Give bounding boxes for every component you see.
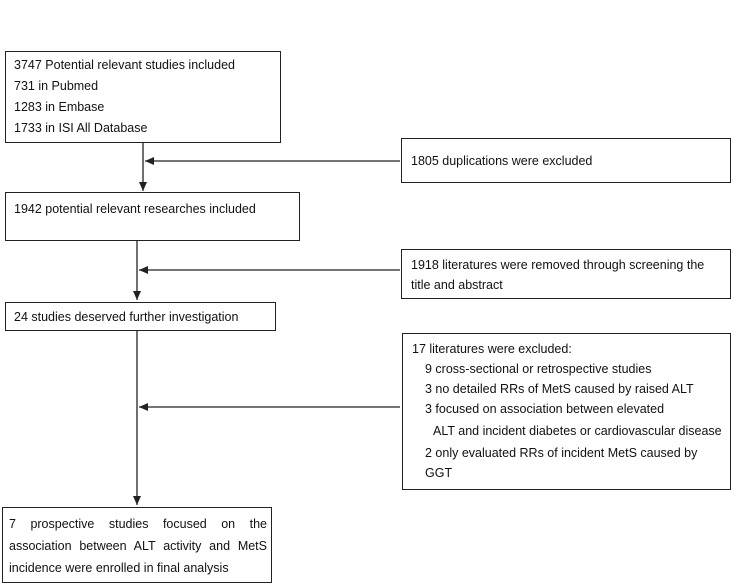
box4-line-1: 7 prospective studies focused on the <box>9 517 267 531</box>
excl3-item-6: GGT <box>425 466 453 480</box>
excl3-item-4: ALT and incident diabetes or cardiovascular disease <box>433 424 722 438</box>
box1-line-2: 731 in Pubmed <box>14 79 99 93</box>
box1-line-1: 3747 Potential relevant studies included <box>14 58 235 72</box>
excl2-line-1: 1918 literatures were removed through screening the <box>411 258 705 272</box>
excl3-item-3: 3 focused on association between elevated <box>425 402 665 416</box>
box2-text: 1942 potential relevant researches included <box>14 202 256 216</box>
box-relevant-researches <box>5 192 300 241</box>
excl3-item-1: 9 cross-sectional or retrospective studies <box>425 362 652 376</box>
box-screening-removed <box>401 249 731 299</box>
excl3-item-2: 3 no detailed RRs of MetS caused by raised ALT <box>425 382 694 396</box>
box-final-analysis <box>2 507 272 583</box>
excl1-text: 1805 duplications were excluded <box>411 154 593 168</box>
box4-line-2: association between ALT activity and MetS <box>9 539 267 553</box>
box1-line-4: 1733 in ISI All Database <box>14 121 148 135</box>
box-further-investigation <box>5 302 276 331</box>
box4-line-3: incidence were enrolled in final analysis <box>9 561 229 575</box>
box3-text: 24 studies deserved further investigation <box>14 310 239 324</box>
excl3-title: 17 literatures were excluded: <box>412 342 572 356</box>
box-duplications-excluded <box>401 138 731 183</box>
box-potential-studies <box>5 51 281 143</box>
box-literatures-excluded <box>402 333 731 490</box>
box1-line-3: 1283 in Embase <box>14 100 105 114</box>
excl2-line-2: title and abstract <box>411 278 503 292</box>
excl3-item-5: 2 only evaluated RRs of incident MetS caused by <box>425 446 698 460</box>
